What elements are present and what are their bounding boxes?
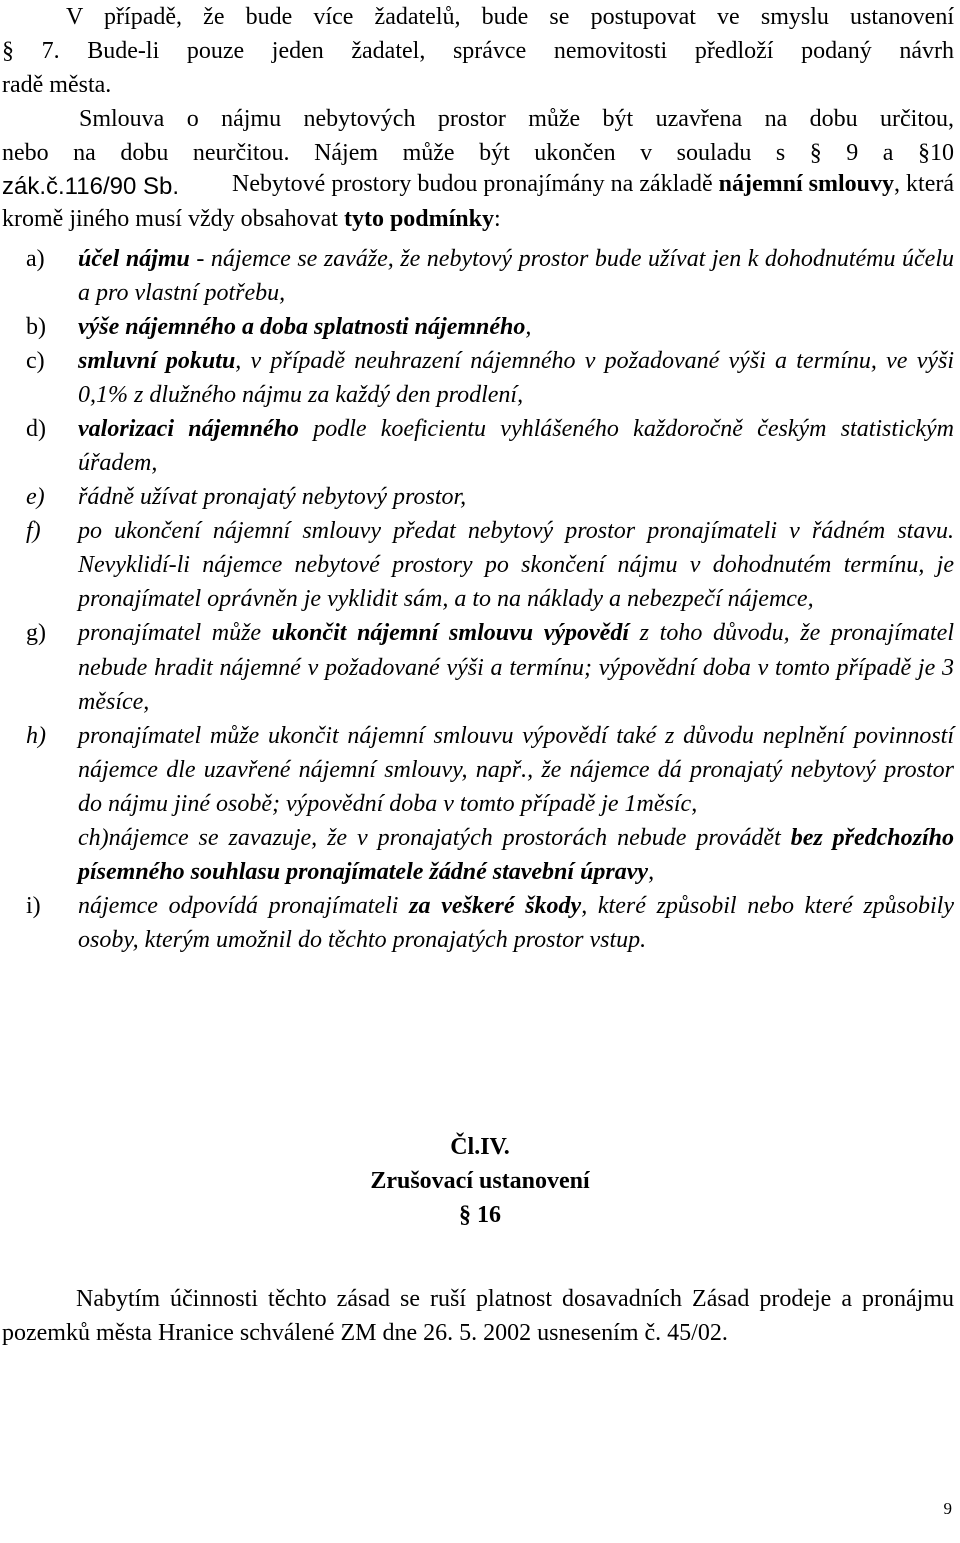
item-body: řádně užívat pronajatý nebytový prostor,	[78, 484, 467, 511]
intro-bold: nájemní smlouvy	[718, 171, 895, 198]
item-label: b)	[26, 313, 46, 340]
item-label: e)	[26, 484, 45, 511]
section-number: Čl.IV.	[450, 1134, 510, 1160]
list-item	[2, 480, 954, 514]
list-item	[2, 719, 954, 821]
intro-text: Nebytové prostory budou pronajímány na základě nájemní smlouvy, která kromě jiného musí vždy obsahovat tyto podmínky:	[2, 171, 955, 232]
text-line: radě města.	[2, 72, 112, 99]
item-label: h)	[26, 722, 46, 749]
item-body: nájemce odpovídá pronajímateli za veškeré škody, které způsobil nebo které způsobily osoby, kterým umožnil do těchto pronajatých prostor vstup.	[78, 893, 954, 954]
text-line: V případě, že bude více žadatelů, bude se postupovat ve smyslu ustanovení	[66, 4, 954, 30]
list-item	[2, 821, 954, 889]
item-label: f)	[26, 518, 41, 545]
text-line: zák.č.116/90 Sb.	[2, 173, 179, 201]
list-item	[2, 310, 954, 344]
item-body: smluvní pokutu, v případě neuhrazení nájemného v požadované výši a termínu, ve výši 0,1% z dlužného nájmu za každý den prodlení,	[78, 347, 955, 408]
final-paragraph	[2, 1282, 954, 1350]
item-label: d)	[26, 416, 46, 443]
text-line: Smlouva o nájmu nebytových prostor může být uzavřena na dobu určitou,	[79, 106, 954, 133]
section-paragraph: § 16	[459, 1202, 501, 1229]
page-number: 9	[943, 1499, 952, 1518]
item-label: a)	[26, 245, 45, 272]
section-title: Zrušovací ustanovení	[370, 1168, 590, 1195]
conditions-list	[0, 242, 960, 958]
item-label: c)	[26, 347, 45, 374]
text-line: nebo na dobu neurčitou. Nájem může být ukončen v souladu s § 9 a §10	[2, 140, 954, 167]
item-body: pronajímatel může ukončit nájemní smlouvu výpovědí z toho důvodu, že pronajímatel nebude hradit nájemné v požadované výši a termínu; výpovědní doba v tomto případě je 3 měsíce,	[78, 620, 954, 715]
section-heading	[0, 1130, 960, 1232]
item-label: i)	[26, 893, 41, 920]
intro-bold-conditions: tyto podmínky	[343, 205, 494, 232]
list-item	[2, 242, 954, 310]
list-item	[2, 514, 954, 616]
text-line: § 7. Bude-li pouze jeden žadatel, správce nemovitosti předloží podaný návrh	[2, 38, 954, 65]
item-label: g)	[26, 620, 46, 647]
list-item	[2, 412, 954, 480]
item-body: účel nájmu - nájemce se zaváže, že nebytový prostor bude užívat jen k dohodnutému účelu a pro vlastní potřebu,	[78, 245, 954, 306]
item-body: po ukončení nájemní smlouvy předat nebytový prostor pronajímateli v řádném stavu. Nevyklidí-li nájemce nebytové prostory po skončení nájmu v dohodnutém termínu, je pronajímatel oprávněn je vyklidit sám, a to na náklady a nebezpečí nájemce,	[78, 518, 954, 613]
item-body: výše nájemného a doba splatnosti nájemného,	[78, 313, 532, 340]
item-body: ch)nájemce se zavazuje, že v pronajatých prostorách nebude provádět bez předchozího písemného souhlasu pronajímatele žádné stavební úpravy,	[78, 824, 955, 886]
list-item	[2, 889, 954, 957]
list-item	[2, 616, 954, 718]
item-body: pronajímatel může ukončit nájemní smlouvu výpovědí také z důvodu neplnění povinností nájemce dle uzavřené nájemní smlouvy, např., že nájemce dá pronajatý nebytový prostor do nájmu jiné osobě; výpovědní doba v tomto případě je 1měsíc,	[78, 722, 954, 817]
item-body: valorizaci nájemného podle koeficientu vyhlášeného každoročně českým statistickým úřadem,	[78, 416, 955, 477]
final-text: Nabytím účinnosti těchto zásad se ruší platnost dosavadních Zásad prodeje a pronájmu pozemků města Hranice schválené ZM dne 26. 5. 2002 usnesením č. 45/02.	[2, 1286, 954, 1347]
list-item	[2, 344, 954, 412]
